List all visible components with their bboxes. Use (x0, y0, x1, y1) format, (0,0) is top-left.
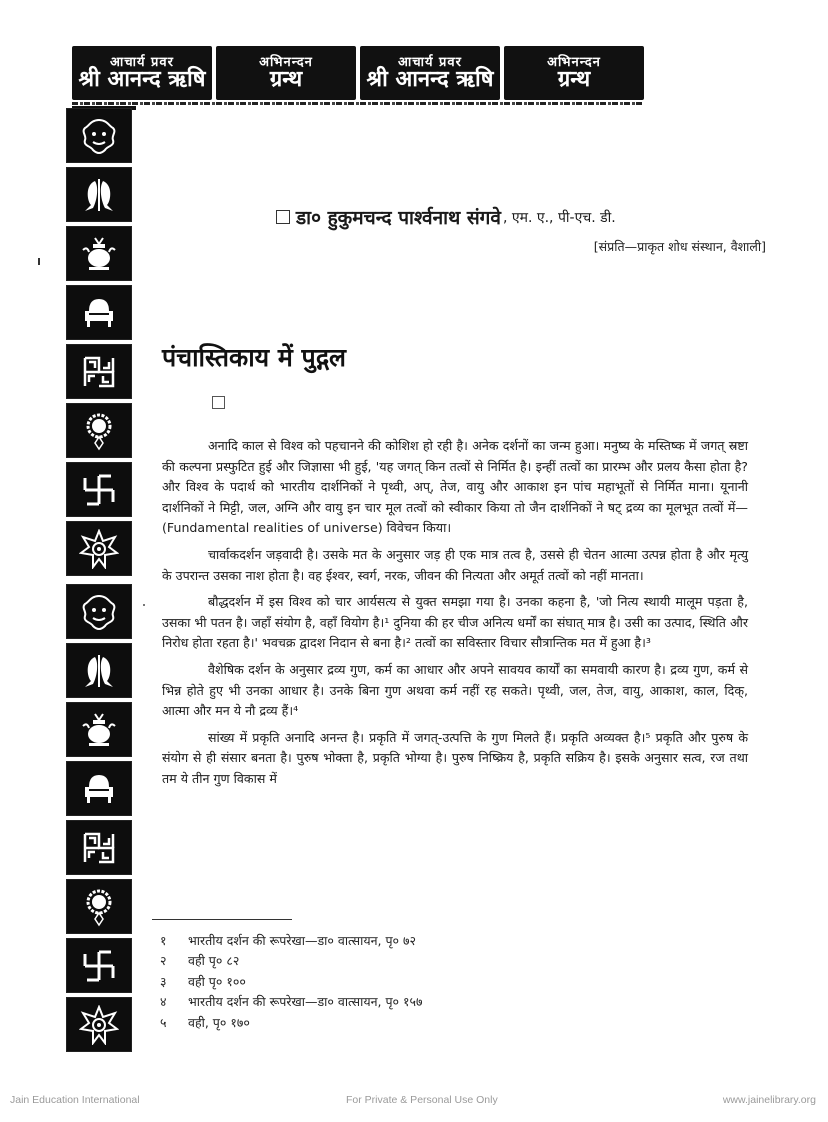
footnote-text: भारतीय दर्शन की रूपरेखा—डा० वात्सायन, पृ० १५७ (188, 994, 423, 1010)
auspicious-symbols-sidebar-repeat (66, 584, 134, 1056)
banner-line1: आचार्य प्रवर (398, 54, 462, 70)
footnote-number: १ (160, 933, 167, 948)
banner-line1: अभिनन्दन (259, 54, 313, 70)
author-degrees: , एम. ए., पी-एच. डी. (502, 209, 616, 226)
paragraph: सांख्य में प्रकृति अनादि अनन्त है। प्रकृति में जगत्-उत्पत्ति के गुण मिलते हैं। प्रकृति अव्यक्त है।⁵ प्रकृति और पुरुष के संयोग से ही संसार बनता है। पुरुष भोक्ता है, प्रकृति भोग्या है। पुरुष निष्क्रिय है, प्रकृति सक्रिय है। इसके अनुसार सत्व, रज तथा तम ये तीन गुण विकास में (162, 729, 748, 786)
swastika-icon (66, 462, 132, 517)
footnote-text: वही पृ० ८२ (188, 953, 240, 969)
author-affiliation: [संप्रति—प्राकृत शोध संस्थान, वैशाली] (593, 239, 766, 254)
banner-line2: श्री आनन्द ऋषि (78, 66, 206, 92)
footnote (160, 931, 423, 951)
auspicious-symbols-sidebar (66, 108, 134, 580)
footnote (160, 992, 423, 1012)
footnote (160, 1013, 423, 1033)
footnote-divider (152, 919, 292, 920)
throne-icon (66, 285, 132, 340)
banner-line1: अभिनन्दन (547, 54, 601, 70)
article-body (162, 436, 748, 796)
banner-divider (72, 102, 644, 105)
footnote-text: वही पृ० १०० (188, 973, 246, 989)
footnote (160, 972, 423, 992)
star-lotus-icon (66, 521, 132, 576)
footnote (160, 951, 423, 971)
mirror-icon (66, 403, 132, 458)
article-title: पंचास्तिकाय में पुद्गल (162, 343, 347, 372)
box-bullet-icon (276, 210, 290, 224)
srivatsa-icon (66, 584, 132, 639)
banner-line2: ग्रन्थ (557, 66, 591, 92)
mirror-icon (66, 879, 132, 934)
header-banner (72, 46, 644, 100)
fish-pair-icon (66, 167, 132, 222)
kalash-icon (66, 702, 132, 757)
paragraph: चार्वाकदर्शन जड़वादी है। उसके मत के अनुसार जड़ ही एक मात्र तत्व है, उससे ही चेतन आत्मा उत्पन्न होता है और मृत्यु के उपरान्त उसका नाश होता है। वह ईश्वर, स्वर्ग, नरक, जीवन की नित्यता और अमूर्त तत्वों को नहीं मानता। (162, 546, 748, 583)
footnote-number: ४ (160, 994, 167, 1010)
swastika-icon (66, 938, 132, 993)
paragraph: वैशेषिक दर्शन के अनुसार द्रव्य गुण, कर्म का आधार और अपने सावयव कार्यों का समवायी कारण है। द्रव्य गुण, कर्म से भिन्न होते हुए भी उनका आधार है। उनके बिना गुण अथवा कर्म नहीं रह सकते। पृथ्वी, जल, तेज, वायु, आकाश, काल, दिक्, आत्मा और मन ये नौ द्रव्य हैं।⁴ (162, 661, 748, 719)
star-lotus-icon (66, 997, 132, 1052)
footer-usage-note: For Private & Personal Use Only (346, 1094, 498, 1106)
author-line (276, 204, 616, 230)
footer-publisher: Jain Education International (10, 1094, 140, 1106)
footnote-text: भारतीय दर्शन की रूपरेखा—डा० वात्सायन, पृ० ७२ (188, 933, 417, 948)
srivatsa-icon (66, 108, 132, 163)
footnote-number: ५ (160, 1014, 167, 1030)
banner-line2: ग्रन्थ (269, 66, 303, 92)
banner-line1: आचार्य प्रवर (110, 54, 174, 70)
footnotes (160, 931, 423, 1033)
box-ornament-icon (212, 396, 225, 409)
scan-artifact (143, 604, 145, 606)
author-name: डा० हुकुमचन्द पार्श्वनाथ संगवे (296, 207, 501, 229)
banner-block (504, 46, 644, 100)
nandyavarta-icon (66, 820, 132, 875)
kalash-icon (66, 226, 132, 281)
footnote-number: २ (160, 953, 167, 969)
banner-block (72, 46, 212, 100)
paragraph: अनादि काल से विश्व को पहचानने की कोशिश हो रही है। अनेक दर्शनों का जन्म हुआ। मनुष्य के मस्तिष्क में जगत् स्रष्टा की कल्पना प्रस्फुटित हुई और जिज्ञासा भी हुई, 'यह जगत् किन तत्वों से निर्मित है। इन्हीं तत्वों का प्रारम्भ और प्रलय कैसा होता है? और विश्व के पदार्थ को भारतीय दार्शनिकों ने पृथ्वी, अप्, तेज, वायु और आकाश इन पांच महाभूतों से निर्मित माना। यूनानी दार्शनिकों ने मिट्टी, जल, अग्नि और वायु इन चार मूल तत्वों को स्वीकार किया तो जैन दार्शनिकों ने षट् द्रव्य का मूलभूत तत्वों में—(Fundamental realities of universe) विवेचन किया। (162, 438, 748, 536)
scan-artifact (38, 258, 40, 265)
fish-pair-icon (66, 643, 132, 698)
footer-website-link[interactable]: www.jainelibrary.org (722, 1094, 816, 1106)
paragraph: बौद्धदर्शन में इस विश्व को चार आर्यसत्य से युक्त समझा गया है। उनका कहना है, 'जो नित्य स्थायी मालूम पड़ता है, उसका भी पतन है। जहाँ संयोग है, वहाँ वियोग है।¹ दुनिया की हर चीज अनित्य धर्मों का संघात् मात्र है। उसी का उत्पाद, स्थिति और निरोध होता रहता है।' भवचक्र द्वादश निदान से बना है।² तत्वों का सविस्तार विचार सौत्रान्तिक मत में हुआ है।³ (162, 594, 748, 651)
banner-line2: श्री आनन्द ऋषि (366, 66, 494, 92)
footnote-number: ३ (160, 973, 167, 989)
banner-block (216, 46, 356, 100)
throne-icon (66, 761, 132, 816)
footnote-text: वही, पृ० १७० (188, 1014, 250, 1030)
nandyavarta-icon (66, 344, 132, 399)
banner-block (360, 46, 500, 100)
